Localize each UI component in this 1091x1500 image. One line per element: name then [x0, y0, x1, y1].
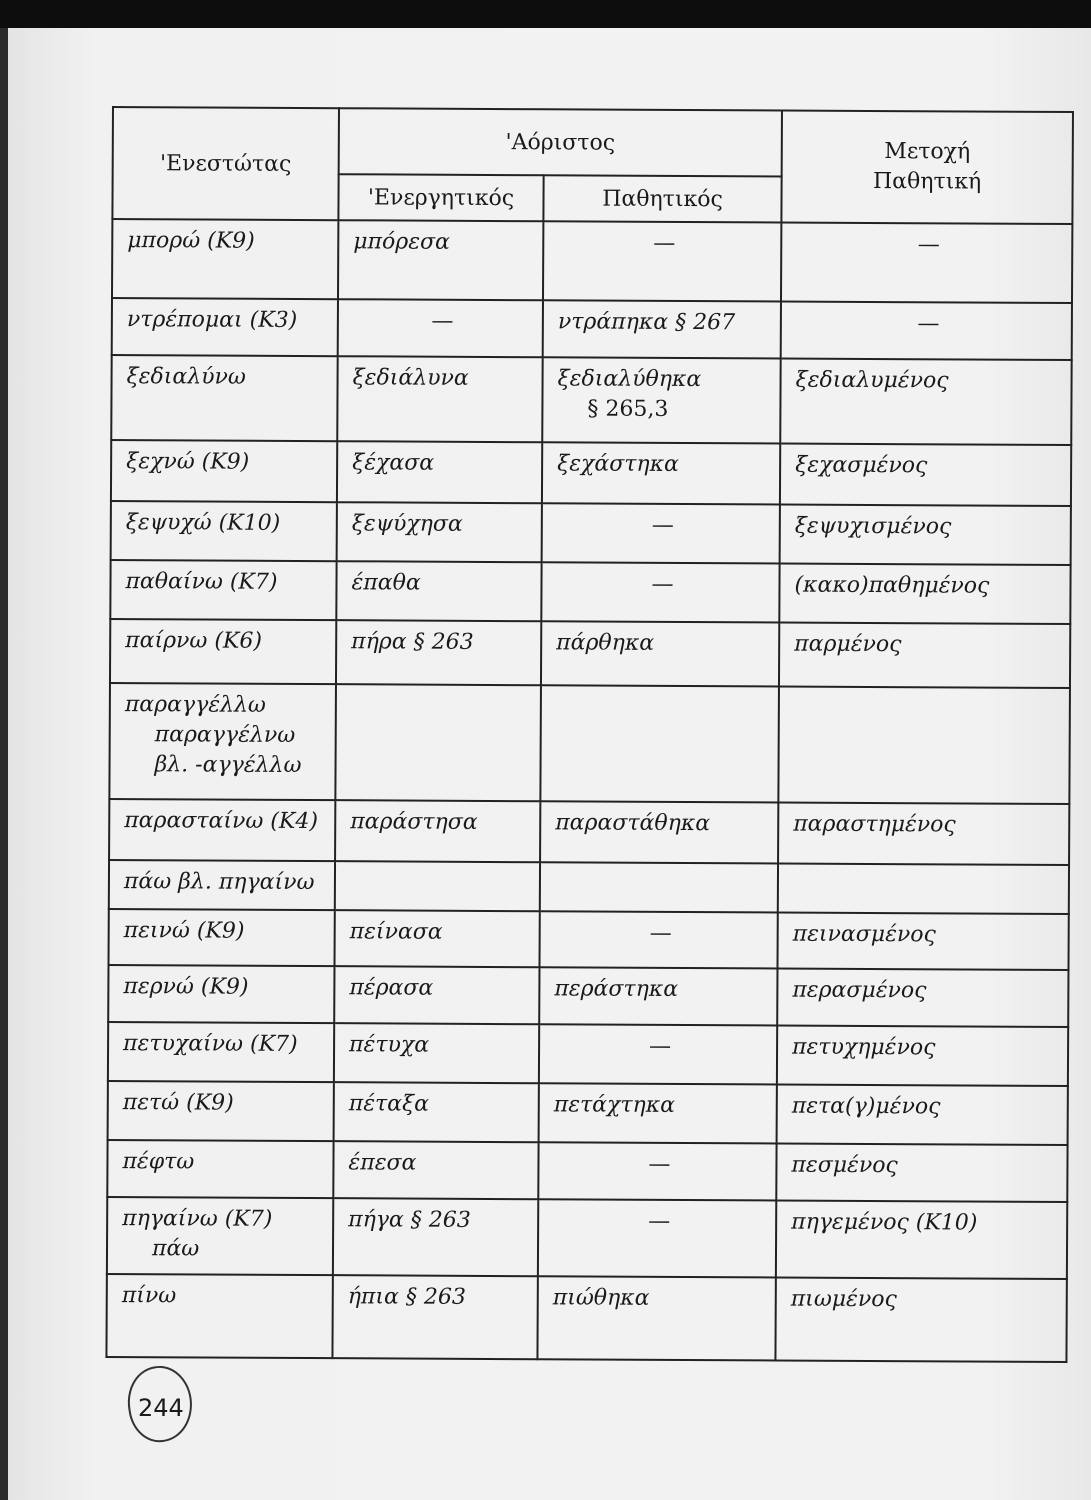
- cell-text: ξεψύχησα: [351, 511, 463, 537]
- cell-text: περνώ (Κ9): [123, 974, 249, 1001]
- cell-passive: [539, 911, 777, 969]
- verb-rows: [106, 219, 1072, 1362]
- cell-text: παραστάθηκα: [555, 810, 711, 837]
- table-row: [109, 909, 1069, 971]
- cell-text: ξεδιαλύνω: [126, 363, 246, 390]
- cell-text: ξεχασμένος: [795, 452, 928, 479]
- cell-text: πιωμένος: [790, 1286, 897, 1312]
- cell-participle: [777, 1085, 1068, 1145]
- cell-text: —: [431, 308, 454, 334]
- cell-text: πηγαίνω (Κ7): [122, 1205, 273, 1232]
- cell-active: [337, 441, 542, 503]
- cell-text: πάω βλ. πηγαίνω: [123, 869, 315, 896]
- cell-text: παραγγέλλω: [124, 692, 266, 719]
- cell-text: πετάχτηκα: [553, 1092, 676, 1118]
- cell-text: πεινώ (Κ9): [123, 917, 245, 944]
- header-active: 'Ενεργητικός: [338, 174, 543, 221]
- cell-present: [107, 1140, 333, 1198]
- cell-active: [333, 1141, 538, 1199]
- cell-passive: [540, 862, 778, 912]
- cell-present: [111, 501, 337, 561]
- cell-text: πετα(γ)μένος: [791, 1093, 941, 1120]
- cell-present: [109, 799, 335, 861]
- cell-text: πείνασα: [349, 918, 443, 945]
- cell-passive: [539, 1083, 777, 1143]
- cell-participle: [780, 444, 1071, 506]
- cell-text: ξεδιαλυμένος: [795, 367, 949, 394]
- cell-present: [108, 965, 334, 1023]
- cell-participle: [777, 969, 1068, 1027]
- cell-participle: [775, 1277, 1066, 1362]
- cell-present: [110, 560, 336, 620]
- cell-text: —: [917, 311, 940, 337]
- table-row: [111, 501, 1071, 565]
- cell-text: πάρθηκα: [556, 629, 655, 656]
- cell-text: πηγεμένος (Κ10): [791, 1209, 978, 1236]
- cell-passive: [543, 300, 781, 358]
- cell-passive: [539, 1024, 777, 1084]
- cell-present: [112, 219, 338, 299]
- cell-active: [334, 1082, 539, 1142]
- cell-text: πετυχημένος: [792, 1034, 936, 1061]
- cell-text: πέτυχα: [349, 1032, 430, 1058]
- cell-text: ξεχάστηκα: [557, 451, 679, 478]
- cell-text: —: [651, 571, 674, 597]
- cell-text: περασμένος: [792, 977, 927, 1004]
- cell-participle: [781, 302, 1072, 360]
- cell-text: πίνω: [121, 1282, 177, 1309]
- cell-participle: [776, 1143, 1067, 1201]
- cell-active: [338, 220, 543, 300]
- cell-present: [111, 440, 337, 502]
- table-row: [110, 560, 1070, 624]
- cell-text: περάστηκα: [554, 976, 679, 1003]
- table-row: [109, 860, 1069, 914]
- cell-present: [106, 1274, 332, 1358]
- cell-passive: [538, 1199, 776, 1277]
- cell-text: ξέχασα: [352, 450, 435, 476]
- table-row: [108, 965, 1068, 1027]
- cell-text: —: [653, 230, 676, 256]
- page-number: 244: [138, 1394, 184, 1422]
- cell-passive: [542, 442, 780, 504]
- cell-active: [335, 685, 541, 802]
- cell-passive: [541, 562, 779, 622]
- cell-text: πέταξα: [348, 1091, 430, 1117]
- header-participle: [781, 111, 1073, 225]
- cell-text: πήγα § 263: [348, 1206, 471, 1233]
- cell-text: —: [917, 232, 940, 258]
- cell-active: [336, 561, 541, 621]
- cell-present: [111, 355, 337, 441]
- cell-text: έπεσα: [348, 1150, 417, 1176]
- cell-text: παράστησα: [350, 809, 478, 836]
- cell-text: —: [651, 512, 674, 538]
- cell-active: [333, 1198, 538, 1276]
- header-passive: Παθητικός: [543, 175, 781, 222]
- cell-active: [337, 502, 542, 562]
- cell-active: [336, 620, 541, 686]
- cell-active: [334, 910, 539, 968]
- cell-text: παραστημένος: [793, 811, 956, 838]
- scan-top-border: [0, 0, 1091, 28]
- cell-present: [110, 619, 336, 685]
- cell-participle: [779, 563, 1070, 623]
- cell-participle: [781, 223, 1072, 304]
- cell-passive: [540, 801, 778, 863]
- cell-active: [335, 861, 540, 911]
- cell-participle: [778, 803, 1069, 865]
- cell-text: έπαθα: [351, 570, 421, 596]
- scan-left-border: [0, 28, 8, 1500]
- cell-active: [338, 299, 543, 357]
- cell-passive: [541, 621, 779, 687]
- cell-present: [112, 298, 338, 356]
- cell-active: [335, 800, 540, 862]
- table-row: [109, 683, 1070, 804]
- table-row: [107, 1197, 1067, 1279]
- cell-passive: [542, 357, 780, 443]
- cell-passive: [539, 968, 777, 1026]
- table-row: [111, 355, 1071, 445]
- cell-text: ξεχνώ (Κ9): [126, 449, 250, 475]
- table-row: [106, 1274, 1066, 1362]
- cell-present: [108, 1081, 334, 1141]
- cell-passive: [540, 686, 779, 803]
- cell-text: —: [648, 1208, 671, 1234]
- table-row: [109, 799, 1069, 865]
- cell-passive: [542, 503, 780, 563]
- header-participle-line2: Παθητική: [872, 168, 982, 195]
- cell-participle: [780, 358, 1071, 445]
- verb-conjugation-table: [105, 106, 1074, 1363]
- table-row: [107, 1140, 1067, 1202]
- table-row: [108, 1081, 1068, 1145]
- cell-text: μπορώ (Κ9): [127, 228, 255, 254]
- cell-text: παίρνω (Κ6): [125, 627, 263, 654]
- table-row: [110, 619, 1070, 689]
- cell-present: [109, 683, 336, 800]
- cell-text: πεινασμένος: [792, 921, 936, 947]
- cell-text: πέρασα: [349, 975, 434, 1002]
- cell-text: ξεψυχισμένος: [794, 513, 952, 540]
- cell-present: [107, 1197, 333, 1275]
- cell-text: πετυχαίνω (Κ7): [123, 1031, 298, 1058]
- table-row: [112, 298, 1072, 360]
- cell-present: [109, 860, 335, 910]
- header-aorist: 'Αόριστος: [339, 108, 782, 176]
- table-row: [111, 440, 1071, 506]
- cell-text: μπόρεσα: [353, 229, 450, 255]
- cell-text: πήρα § 263: [351, 628, 474, 655]
- table-row: [112, 219, 1072, 303]
- cell-active: [337, 356, 542, 442]
- cell-active: [334, 967, 539, 1025]
- cell-text: —: [649, 920, 672, 946]
- cell-text: παρασταίνω (Κ4): [124, 808, 319, 835]
- cell-text: ντράπηκα § 267: [557, 309, 736, 336]
- cell-text: § 265,3: [587, 396, 669, 422]
- cell-text: πιώθηκα: [552, 1285, 650, 1311]
- cell-text: ήπια § 263: [347, 1283, 466, 1310]
- cell-text: ξεψυχώ (Κ10): [125, 510, 281, 536]
- cell-active: [332, 1275, 537, 1359]
- cell-participle: [777, 1026, 1068, 1086]
- cell-text: ξεδιαλύθηκα: [557, 366, 702, 392]
- cell-text: ξεδιάλυνα: [352, 365, 469, 391]
- header-participle-line1: Μετοχή: [884, 139, 971, 165]
- cell-text: παθαίνω (Κ7): [125, 568, 278, 595]
- cell-present: [108, 1022, 334, 1082]
- table-row: [108, 1022, 1068, 1086]
- cell-text: παραγγέλνω: [154, 722, 296, 749]
- cell-participle: [776, 1200, 1067, 1279]
- cell-text: βλ. -αγγέλλω: [154, 752, 302, 779]
- cell-participle: [780, 504, 1071, 564]
- cell-participle: [778, 687, 1070, 804]
- header-present: 'Ενεστώτας: [112, 107, 339, 220]
- cell-text: πέφτω: [122, 1148, 195, 1175]
- cell-active: [334, 1023, 539, 1083]
- cell-participle: [779, 622, 1070, 688]
- cell-text: —: [648, 1151, 671, 1177]
- cell-text: (κακο)παθημένος: [794, 572, 990, 599]
- cell-participle: [778, 863, 1069, 913]
- cell-participle: [777, 912, 1068, 970]
- cell-passive: [537, 1276, 775, 1361]
- cell-present: [109, 909, 335, 967]
- cell-text: πεσμένος: [791, 1152, 898, 1178]
- cell-text: ντρέπομαι (Κ3): [126, 307, 298, 334]
- cell-text: παρμένος: [794, 631, 902, 657]
- cell-text: —: [649, 1034, 672, 1060]
- cell-text: πετώ (Κ9): [122, 1090, 234, 1116]
- cell-text: πάω: [151, 1235, 200, 1262]
- cell-passive: [543, 221, 781, 301]
- cell-passive: [538, 1142, 776, 1200]
